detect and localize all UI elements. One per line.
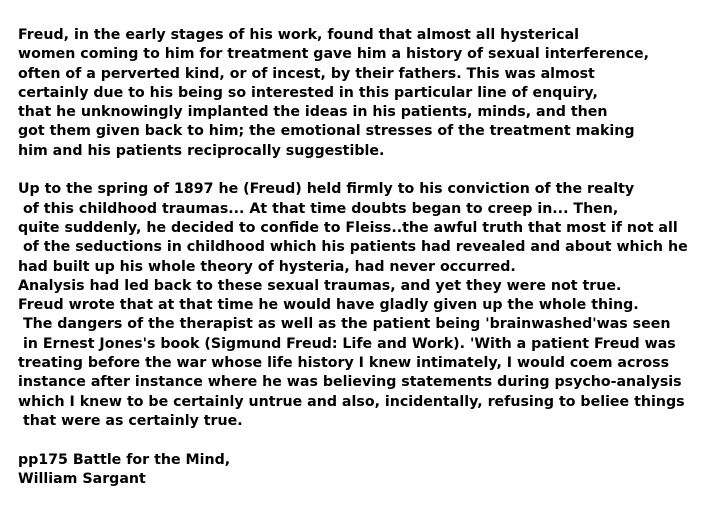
text-line: women coming to him for treatment gave him a history of sexual interference, [18,46,650,63]
citation [18,451,718,490]
text-line: of this childhood traumas... At that time doubts began to creep in... Then, [18,200,619,217]
text-line: had built up his whole theory of hysteria, had never occurred. [18,258,516,275]
text-line: got them given back to him; the emotional stresses of the treatment making [18,123,635,140]
citation-source: pp175 Battle for the Mind, [18,451,231,468]
text-line: treating before the war whose life history I knew intimately, I would coem across [18,355,670,372]
text-line: him and his patients reciprocally suggestible. [18,142,385,159]
text-line: that were as certainly true. [18,412,243,429]
text-line: Freud, in the early stages of his work, found that almost all hysterical [18,27,580,43]
text-line: instance after instance where he was believing statements during psycho-analysis [18,374,682,391]
text-line: in Ernest Jones's book (Sigmund Freud: Life and Work). 'With a patient Freud was [18,335,676,352]
document-body [18,26,718,489]
paragraph-childhood-traumas [18,180,718,431]
paragraph-spacer [18,431,718,450]
citation-author: William Sargant [18,470,146,487]
text-line: Analysis had led back to these sexual traumas, and yet they were not true. [18,277,622,294]
paragraph-freud-hysteria [18,26,718,161]
text-line: quite suddenly, he decided to confide to Fleiss..the awful truth that most if not all [18,219,678,236]
text-line: that he unknowingly implanted the ideas in his patients, minds, and then [18,104,608,121]
text-line: certainly due to his being so interested in this particular line of enquiry, [18,84,598,101]
text-line: Freud wrote that at that time he would have gladly given up the whole thing. [18,297,639,314]
text-line: The dangers of the therapist as well as the patient being 'brainwashed'was seen [18,316,671,333]
text-line: often of a perverted kind, or of incest, by their fathers. This was almost [18,65,595,82]
paragraph-spacer [18,161,718,180]
text-line: of the seductions in childhood which his patients had revealed and about which he [18,239,688,256]
text-line: Up to the spring of 1897 he (Freud) held firmly to his conviction of the realty [18,181,635,198]
text-line: which I knew to be certainly untrue and also, incidentally, refusing to beliee things [18,393,685,410]
